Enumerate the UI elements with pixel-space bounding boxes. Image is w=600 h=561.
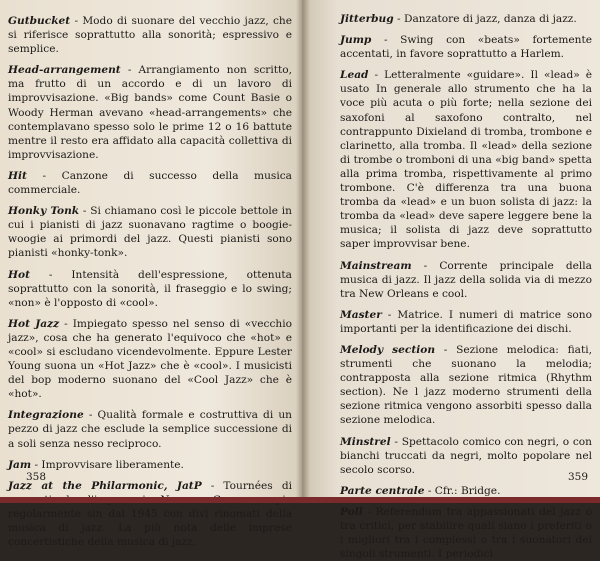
- left-entries: [8, 14, 292, 549]
- right-entries: [340, 12, 592, 561]
- glossary-entry: [8, 408, 292, 450]
- entry-definition: - Swing con «beats» fortemente accentati, in favore soprattutto a Harlem.: [340, 34, 592, 61]
- right-page-number: 359: [567, 471, 588, 483]
- entry-definition: - Qualità formale e costruttiva di un pezzo di jazz che esclude la semplice successione di a soli senza nesso reciproco.: [8, 409, 292, 450]
- glossary-entry: [8, 317, 292, 402]
- entry-term: Master: [340, 308, 382, 321]
- glossary-entry: [8, 479, 292, 549]
- entry-term: Poll: [340, 505, 363, 518]
- entry-definition: - Referendum tra appassionati del jazz o tra critici, per stabilire quali siano i preferiti o i migliori tra i complessi o tra i suonatori dei singoli strumenti. I periodici: [340, 505, 592, 561]
- entry-definition: - Danzatore di jazz, danza di jazz.: [393, 13, 577, 25]
- entry-definition: - Tournées di regolarmente sin dal 1945 con divi rinomati della musica di jazz. La più nota delle imprese concertistiche della musica di jazz.: [8, 479, 292, 549]
- glossary-entry: [340, 505, 592, 561]
- entry-term: Minstrel: [340, 435, 391, 448]
- entry-definition: - Cfr.: Bridge.: [424, 484, 501, 497]
- book-gutter: [296, 0, 310, 503]
- entry-definition: - Improvvisare liberamente.: [31, 458, 184, 471]
- entry-definition: - Canzone di successo della musica commerciale.: [8, 169, 292, 197]
- entry-term: Head-arrangement: [8, 64, 121, 77]
- entry-term: Mainstream: [340, 259, 412, 272]
- glossary-entry: [340, 259, 592, 301]
- entry-term: Lead: [340, 69, 369, 82]
- entry-term: Jam: [8, 458, 32, 471]
- book-edge: [0, 497, 600, 503]
- entry-term: Integrazione: [8, 409, 84, 422]
- entry-definition: - Letteralmente «guidare». Il «lead» è usato In generale allo strumento che ha la voce più acuta o più forte; nella sezione dei saxofoni al saxofono contralto, nel contrappunto Dixieland di tromba, trombone e clarinetto, alla tromba. Il «lead» della sezione di trombe o tromboni di una «big band» spetta alla prima tromba, rispettivamente al primo trombone. C'è differenza tra una buona tromba da «lead» e un buon solista di jazz: la tromba da «lead» deve sapere leggere bene la musica; il solista di jazz deve soprattutto saper improvvisar bene.: [340, 69, 592, 251]
- entry-term: Gutbucket: [8, 15, 71, 27]
- entry-term: Jazz at the Philarmonic, JatP: [8, 479, 202, 492]
- entry-definition: - Matrice. I numeri di matrice sono importanti per la identificazione dei dischi.: [340, 308, 592, 335]
- entry-definition: - Spettacolo comico con negri, o con bianchi truccati da negri, molto popolare nel secolo scorso.: [340, 435, 592, 476]
- glossary-entry: [340, 308, 592, 336]
- entry-term: Hot Jazz: [8, 317, 60, 330]
- entry-term: Melody section: [340, 343, 436, 356]
- glossary-entry: [340, 484, 592, 498]
- glossary-entry: [340, 12, 592, 26]
- entry-term: Jump: [340, 34, 372, 47]
- entry-term: Hot: [8, 268, 30, 281]
- left-page: [0, 0, 302, 549]
- entry-term: Jitterbug: [340, 13, 394, 25]
- glossary-entry: [8, 14, 292, 56]
- entry-term: Parte centrale: [340, 484, 425, 497]
- glossary-entry: [340, 435, 592, 477]
- entry-definition: - Modo di suonare del vecchio jazz, che si riferisce soprattutto alla sonorità; espressivo e semplice.: [8, 15, 292, 56]
- glossary-entry: [340, 343, 592, 428]
- glossary-entry: [340, 68, 592, 251]
- glossary-entry: [8, 268, 292, 310]
- glossary-entry: [8, 169, 292, 197]
- entry-definition: - Arrangiamento non scritto, ma frutto di un accordo e di un lavoro di improvvisazione. «Big bands» come Count Basie o Woody Herman avevano «head-arrangements» che contemplavano spesso solo le prime 12 o 16 battute mentre il resto era affidato alla capacità collettiva di improvvisazione.: [8, 64, 292, 161]
- left-page-number: 358: [26, 471, 47, 483]
- entry-definition: - Corrente principale della musica di jazz. Il jazz della solida via di mezzo tra New Orleans e cool.: [340, 259, 592, 300]
- glossary-entry: [8, 204, 292, 260]
- entry-definition: - Intensità dell'espressione, ottenuta soprattutto con la sonorità, il fraseggio e lo swing; «non» è l'opposto di «cool».: [8, 268, 292, 309]
- glossary-entry: [8, 63, 292, 162]
- entry-definition: - Sezione melodica: fiati, strumenti che suonano la melodia; contrapposta alla sezione ritmica (Rhythm section). Ne l jazz moderno strumenti della sezione ritmica vengono assorbiti spesso dalla sezione melodica.: [340, 343, 592, 427]
- glossary-entry: [8, 458, 292, 472]
- entry-definition: - Si chiamano così le piccole bettole in cui i pianisti di jazz suonavano ragtime o boogie-woogie ai primordi del jazz. Questi pianisti sono pianisti «honky-tonk».: [8, 205, 292, 260]
- glossary-entry: [340, 33, 592, 61]
- right-page: [302, 0, 600, 561]
- entry-term: Hit: [8, 169, 27, 182]
- entry-term: Honky Tonk: [8, 205, 80, 218]
- entry-definition: - Impiegato spesso nel senso di «vecchio jazz», cosa che ha generato l'equivoco che «hot» e «cool» si escludano vicendevolmente. Eppure Lester Young suona un «Hot Jazz» che è «cool». I musicisti del bop moderno suonano del «Cool Jazz» che è «hot».: [8, 317, 292, 401]
